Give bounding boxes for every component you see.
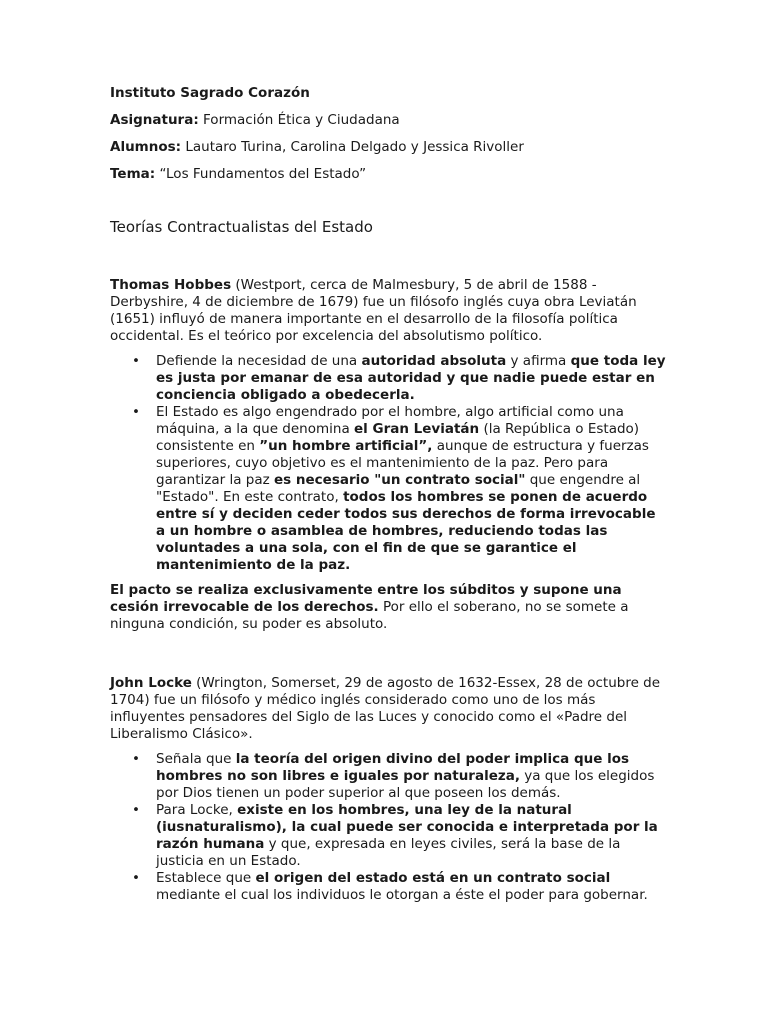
subject-line bbox=[110, 111, 668, 129]
list-item bbox=[110, 802, 668, 870]
bullet-icon: • bbox=[132, 870, 140, 886]
bullet-text: Para Locke, bbox=[156, 802, 238, 818]
bullet-icon: • bbox=[132, 751, 140, 767]
school-name: Instituto Sagrado Corazón bbox=[110, 85, 310, 101]
locke-intro bbox=[110, 675, 668, 743]
bullet-text: ya que los elegidos por Dios tienen un poder superior al que poseen los demás. bbox=[156, 768, 655, 801]
bullet-text: y afirma bbox=[506, 353, 571, 369]
bullet-text: El Estado es algo engendrado por el hombre, algo artificial como una máquina, a la que denomina bbox=[156, 404, 624, 437]
hobbes-intro-text: (Westport, cerca de Malmesbury, 5 de abril de 1588 - Derbyshire, 4 de diciembre de 1679) fue un filósofo inglés cuya obra Leviatán (1651) influyó de manera importante en el desarrollo de la filosofía política occidental. Es el teórico por excelencia del absolutismo político. bbox=[110, 277, 637, 344]
hobbes-name: Thomas Hobbes bbox=[110, 277, 232, 293]
students-value: Lautaro Turina, Carolina Delgado y Jessica Rivoller bbox=[181, 139, 524, 155]
list-item bbox=[110, 404, 668, 574]
bullet-text: Defiende la necesidad de una bbox=[156, 353, 362, 369]
students-line bbox=[110, 138, 668, 156]
bullet-icon: • bbox=[132, 353, 140, 369]
bullet-text: aunque de estructura y fuerzas superiores, cuyo objetivo es el mantenimiento de la paz. Pero para garantizar la paz bbox=[156, 438, 649, 488]
bullet-text: Señala que bbox=[156, 751, 236, 767]
bullet-icon: • bbox=[132, 802, 140, 818]
locke-name: John Locke bbox=[110, 675, 192, 691]
bullet-text: que engendre al "Estado". En este contrato, bbox=[156, 472, 641, 505]
subject-value: Formación Ética y Ciudadana bbox=[198, 112, 400, 128]
bullet-text: mediante el cual los individuos le otorgan a éste el poder para gobernar. bbox=[156, 887, 648, 903]
locke-bullet-list bbox=[110, 751, 668, 904]
list-item bbox=[110, 751, 668, 802]
hobbes-closing bbox=[110, 582, 668, 633]
bullet-text: Establece que bbox=[156, 870, 256, 886]
hobbes-intro bbox=[110, 277, 668, 345]
students-label: Alumnos: bbox=[110, 139, 182, 155]
locke-intro-text: (Wrington, Somerset, 29 de agosto de 1632-Essex, 28 de octubre de 1704) fue un filósofo y médico inglés considerado como uno de los más influyentes pensadores del Siglo de las Luces y conocido como el «Padre del Liberalismo Clásico». bbox=[110, 675, 661, 742]
bullet-bold-text: existe en los hombres, una ley de la natural (iusnaturalismo), la cual puede ser conocida e interpretada por la razón humana bbox=[156, 802, 658, 852]
bullet-bold-text: ”un hombre artificial”, bbox=[259, 438, 433, 454]
bullet-bold-text: todos los hombres se ponen de acuerdo entre sí y deciden ceder todos sus derechos de forma irrevocable a un hombre o asamblea de hombres, reduciendo todas las voluntades a una sola, con el fin de que se garantice el mantenimiento de la paz. bbox=[156, 489, 656, 573]
bullet-icon: • bbox=[132, 404, 140, 420]
topic-line bbox=[110, 165, 668, 183]
bullet-bold-text: el Gran Leviatán bbox=[354, 421, 480, 437]
list-item bbox=[110, 870, 668, 904]
hobbes-closing-text: Por ello el soberano, no se somete a ninguna condición, su poder es absoluto. bbox=[110, 599, 629, 632]
section-title: Teorías Contractualistas del Estado bbox=[110, 218, 373, 236]
topic-label: Tema: bbox=[110, 166, 156, 182]
list-item bbox=[110, 353, 668, 404]
bullet-text: (la República o Estado) consistente en bbox=[156, 421, 640, 454]
hobbes-closing-bold: El pacto se realiza exclusivamente entre los súbditos y supone una cesión irrevocable de los derechos. bbox=[110, 582, 622, 615]
bullet-bold-text: la teoría del origen divino del poder implica que los hombres no son libres e iguales por naturaleza, bbox=[156, 751, 630, 784]
bullet-text: y que, expresada en leyes civiles, será la base de la justicia en un Estado. bbox=[156, 836, 621, 869]
spacer bbox=[110, 633, 668, 675]
bullet-bold-text: autoridad absoluta bbox=[361, 353, 507, 369]
hobbes-bullet-list bbox=[110, 353, 668, 574]
bullet-bold-text: el origen del estado está en un contrato social bbox=[255, 870, 611, 886]
bullet-bold-text: es necesario "un contrato social" bbox=[274, 472, 526, 488]
topic-value: “Los Fundamentos del Estado” bbox=[155, 166, 367, 182]
subject-label: Asignatura: bbox=[110, 112, 199, 128]
bullet-bold-text: que toda ley es justa por emanar de esa autoridad y que nadie puede estar en conciencia obligado a obedecerla. bbox=[156, 353, 666, 403]
